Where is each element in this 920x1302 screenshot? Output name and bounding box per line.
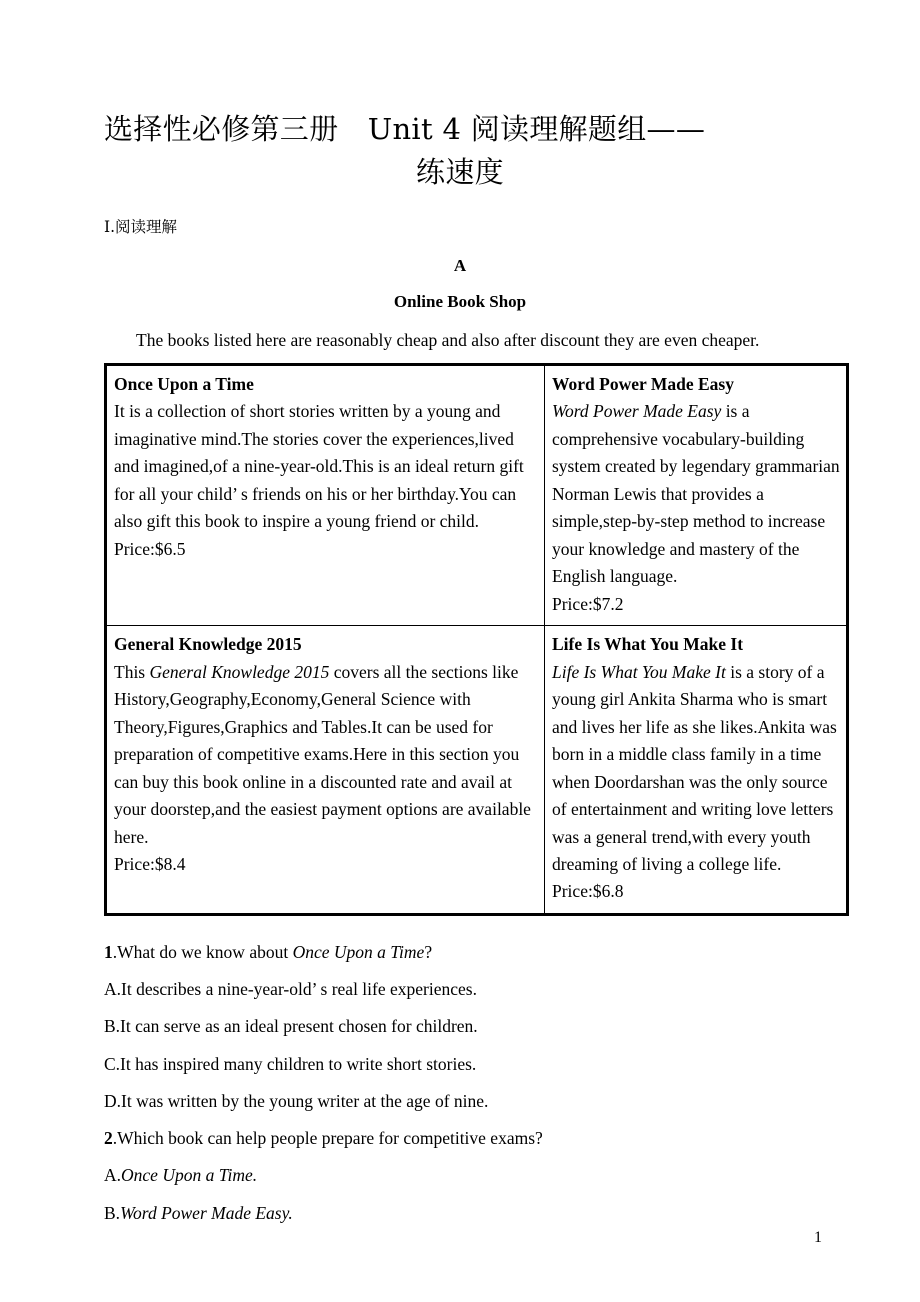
question-2-option-b-text: Word Power Made Easy. bbox=[120, 1202, 293, 1223]
passage-title: Online Book Shop bbox=[393, 292, 527, 312]
book-description-lead: This bbox=[114, 661, 150, 682]
book-price: Price:$8.4 bbox=[114, 853, 186, 874]
book-listing-table bbox=[104, 363, 849, 916]
book-cell-general-knowledge-2015 bbox=[106, 626, 545, 915]
book-title: General Knowledge 2015 bbox=[114, 634, 302, 655]
question-2-option-b-label: B. bbox=[104, 1202, 121, 1223]
questions-section bbox=[104, 916, 816, 1226]
section-heading-reading-comprehension: Ⅰ.阅读理解 bbox=[104, 217, 178, 236]
question-2-option-a[interactable] bbox=[104, 1151, 816, 1188]
book-cell-life-is-what-you-make-it bbox=[545, 626, 848, 915]
question-1-option-a[interactable]: A.It describes a nine-year-old’ s real life experiences. bbox=[104, 979, 477, 1000]
question-2-number: 2 bbox=[104, 1128, 113, 1149]
question-2-option-a-text: Once Upon a Time. bbox=[121, 1165, 258, 1186]
book-description-text: is a story of a young girl Ankita Sharma who is smart and lives her life as she likes.Ankita was born in a middle class family in a time when Doordarshan was the only source of entertainment and writing love letters was a general trend,with every youth dreaming of living a college life. bbox=[552, 661, 837, 874]
question-2-stem bbox=[104, 1114, 816, 1151]
book-description bbox=[114, 659, 538, 851]
passage-intro: The books listed here are reasonably cheap and also after discount they are even cheaper. bbox=[136, 329, 760, 350]
table-row bbox=[106, 365, 848, 626]
book-price: Price:$7.2 bbox=[552, 593, 624, 614]
passage-letter: A bbox=[453, 256, 467, 276]
book-title: Word Power Made Easy bbox=[552, 374, 734, 394]
book-price: Price:$6.8 bbox=[552, 881, 624, 902]
book-title-italic: Word Power Made Easy bbox=[552, 401, 722, 422]
question-1-option-d[interactable]: D.It was written by the young writer at the age of nine. bbox=[104, 1090, 489, 1111]
question-2-stem-text: .Which book can help people prepare for competitive exams? bbox=[112, 1128, 543, 1149]
book-description-text: is a comprehensive vocabulary-building system created by legendary grammarian Norman Lewis that provides a simple,step-by-step method to increase your knowledge and mastery of the English language. bbox=[552, 401, 840, 587]
question-1-stem-end: ? bbox=[424, 941, 433, 962]
book-cell-once-upon-a-time bbox=[106, 365, 545, 626]
table-row bbox=[106, 626, 848, 915]
book-title: Life Is What You Make It bbox=[552, 634, 744, 655]
question-2-option-a-label: A. bbox=[104, 1165, 122, 1186]
question-2-option-b[interactable] bbox=[104, 1189, 816, 1226]
book-description-text: covers all the sections like History,Geography,Economy,General Science with Theory,Figures,Graphics and Tables.It can be used for preparation of competitive exams.Here in this section you can buy this book online in a discounted rate and avail at your doorstep,and the easiest payment options are available here. bbox=[114, 661, 531, 847]
book-price: Price:$6.5 bbox=[114, 538, 186, 559]
question-1-option-c[interactable]: C.It has inspired many children to write short stories. bbox=[104, 1053, 477, 1074]
book-title-italic: General Knowledge 2015 bbox=[149, 661, 330, 682]
page-number: 1 bbox=[814, 1229, 822, 1246]
page-title bbox=[104, 0, 816, 194]
question-1-stem-text: .What do we know about bbox=[112, 941, 293, 962]
book-cell-word-power-made-easy bbox=[545, 365, 848, 626]
question-1-option-b[interactable]: B.It can serve as an ideal present chosen for children. bbox=[104, 1016, 478, 1037]
question-1-stem bbox=[104, 928, 816, 965]
book-title-italic: Life Is What You Make It bbox=[552, 661, 726, 682]
book-description bbox=[552, 398, 840, 590]
page-title-line-2: 练速度 bbox=[416, 154, 504, 189]
book-title: Once Upon a Time bbox=[114, 374, 254, 394]
page-title-line-1: 选择性必修第三册 Unit 4 阅读理解题组—— bbox=[104, 112, 706, 146]
book-description: It is a collection of short stories written by a young and imaginative mind.The stories cover the experiences,lived and imagined,of a nine-year-old.This is an ideal return gift for all your child’ s friends on his or her birthday.You can also gift this book to inspire a young friend or child. bbox=[114, 401, 524, 532]
book-description bbox=[552, 659, 840, 879]
question-1-number: 1 bbox=[104, 941, 113, 962]
question-1-stem-italic: Once Upon a Time bbox=[292, 941, 425, 962]
